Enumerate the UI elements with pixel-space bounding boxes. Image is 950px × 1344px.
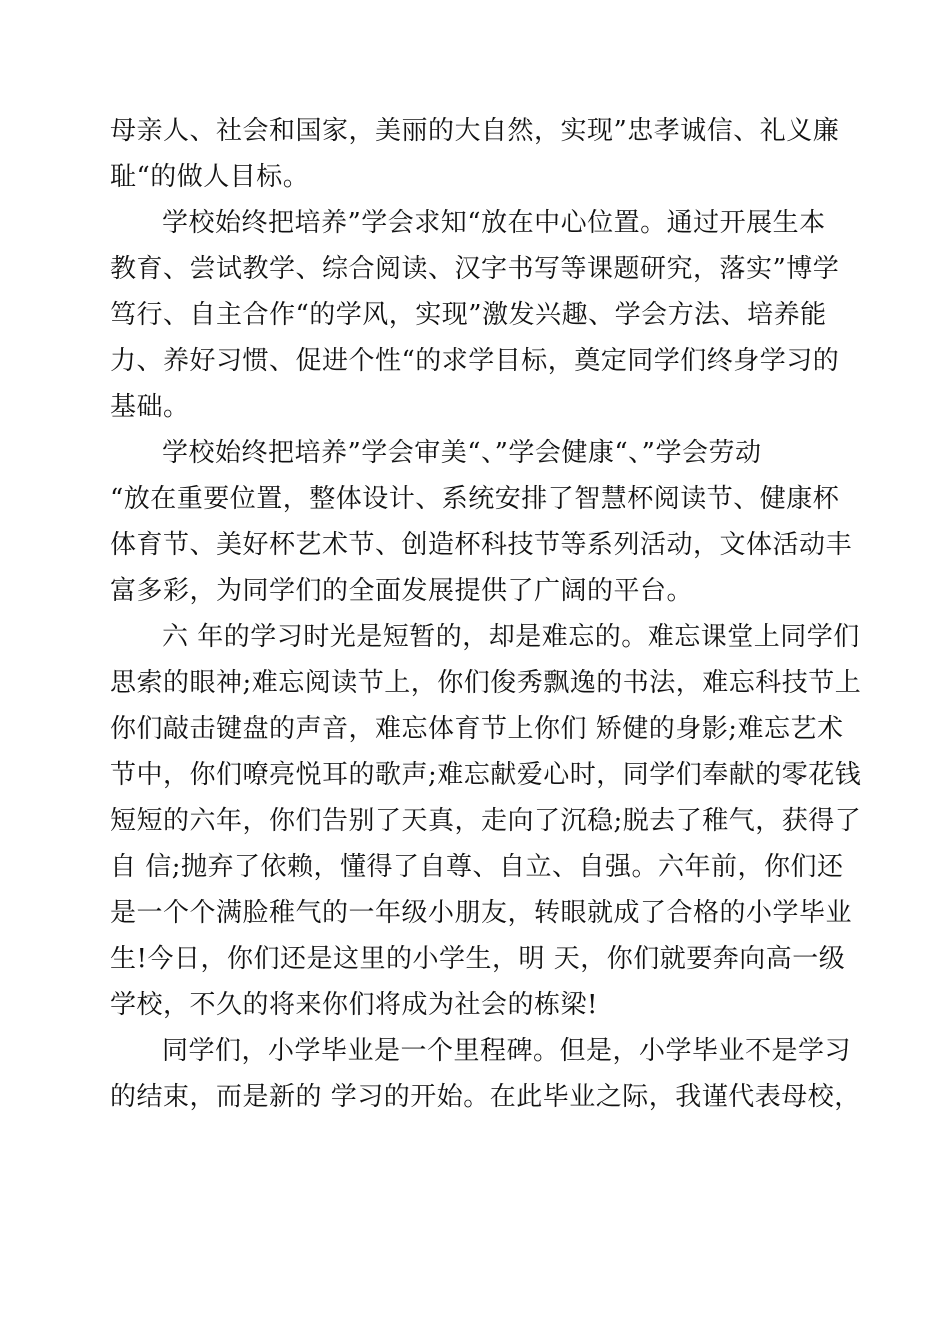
text-line: 短短的六年，你们告别了天真，走向了沉稳;脱去了稚气，获得了: [110, 806, 862, 836]
text-line: 笃行、自主合作“的学风，实现”激发兴趣、学会方法、培养能: [110, 300, 827, 330]
paragraph-first-line: 六 年的学习时光是短暂的，却是难忘的。难忘课堂上同学们: [162, 622, 860, 652]
text-line: “放在重要位置，整体设计、系统安排了智慧杯阅读节、健康杯: [110, 484, 840, 514]
text-line: 自 信;抛弃了依赖，懂得了自尊、自立、自强。六年前，你们还: [110, 852, 844, 882]
paragraph-first-line: 学校始终把培养”学会求知“放在中心位置。通过开展生本: [162, 208, 826, 238]
text-line: 母亲人、社会和国家，美丽的大自然，实现”忠孝诚信、礼义廉: [110, 116, 840, 146]
text-line: 基础。: [110, 392, 190, 422]
document-body: [110, 108, 862, 1120]
text-line: 体育节、美好杯艺术节、创造杯科技节等系列活动，文体活动丰: [110, 530, 853, 560]
text-line: 力、养好习惯、促进个性“的求学目标，奠定同学们终身学习的: [110, 346, 840, 376]
text-line: 节中，你们嘹亮悦耳的歌声;难忘献爱心时，同学们奉献的零花钱: [110, 760, 862, 790]
text-line: 的结束，而是新的 学习的开始。在此毕业之际，我谨代表母校，: [110, 1082, 861, 1112]
text-line: 学校，不久的将来你们将成为社会的栋梁!: [110, 990, 598, 1020]
text-line: 思索的眼神;难忘阅读节上，你们俊秀飘逸的书法，难忘科技节上: [110, 668, 862, 698]
text-line: 教育、尝试教学、综合阅读、汉字书写等课题研究，落实”博学: [110, 254, 840, 284]
paragraph-first-line: 同学们，小学毕业是一个里程碑。但是，小学毕业不是学习: [162, 1036, 852, 1066]
text-line: 你们敲击键盘的声音，难忘体育节上你们 矫健的身影;难忘艺术: [110, 714, 844, 744]
text-line: 耻“的做人目标。: [110, 162, 310, 192]
text-line: 生!今日，你们还是这里的小学生，明 天，你们就要奔向高一级: [110, 944, 846, 974]
paragraph-first-line: 学校始终把培养”学会审美“、”学会健康“、”学会劳动: [162, 438, 762, 468]
text-line: 富多彩，为同学们的全面发展提供了广阔的平台。: [110, 576, 694, 606]
text-line: 是一个个满脸稚气的一年级小朋友，转眼就成了合格的小学毕业: [110, 898, 853, 928]
